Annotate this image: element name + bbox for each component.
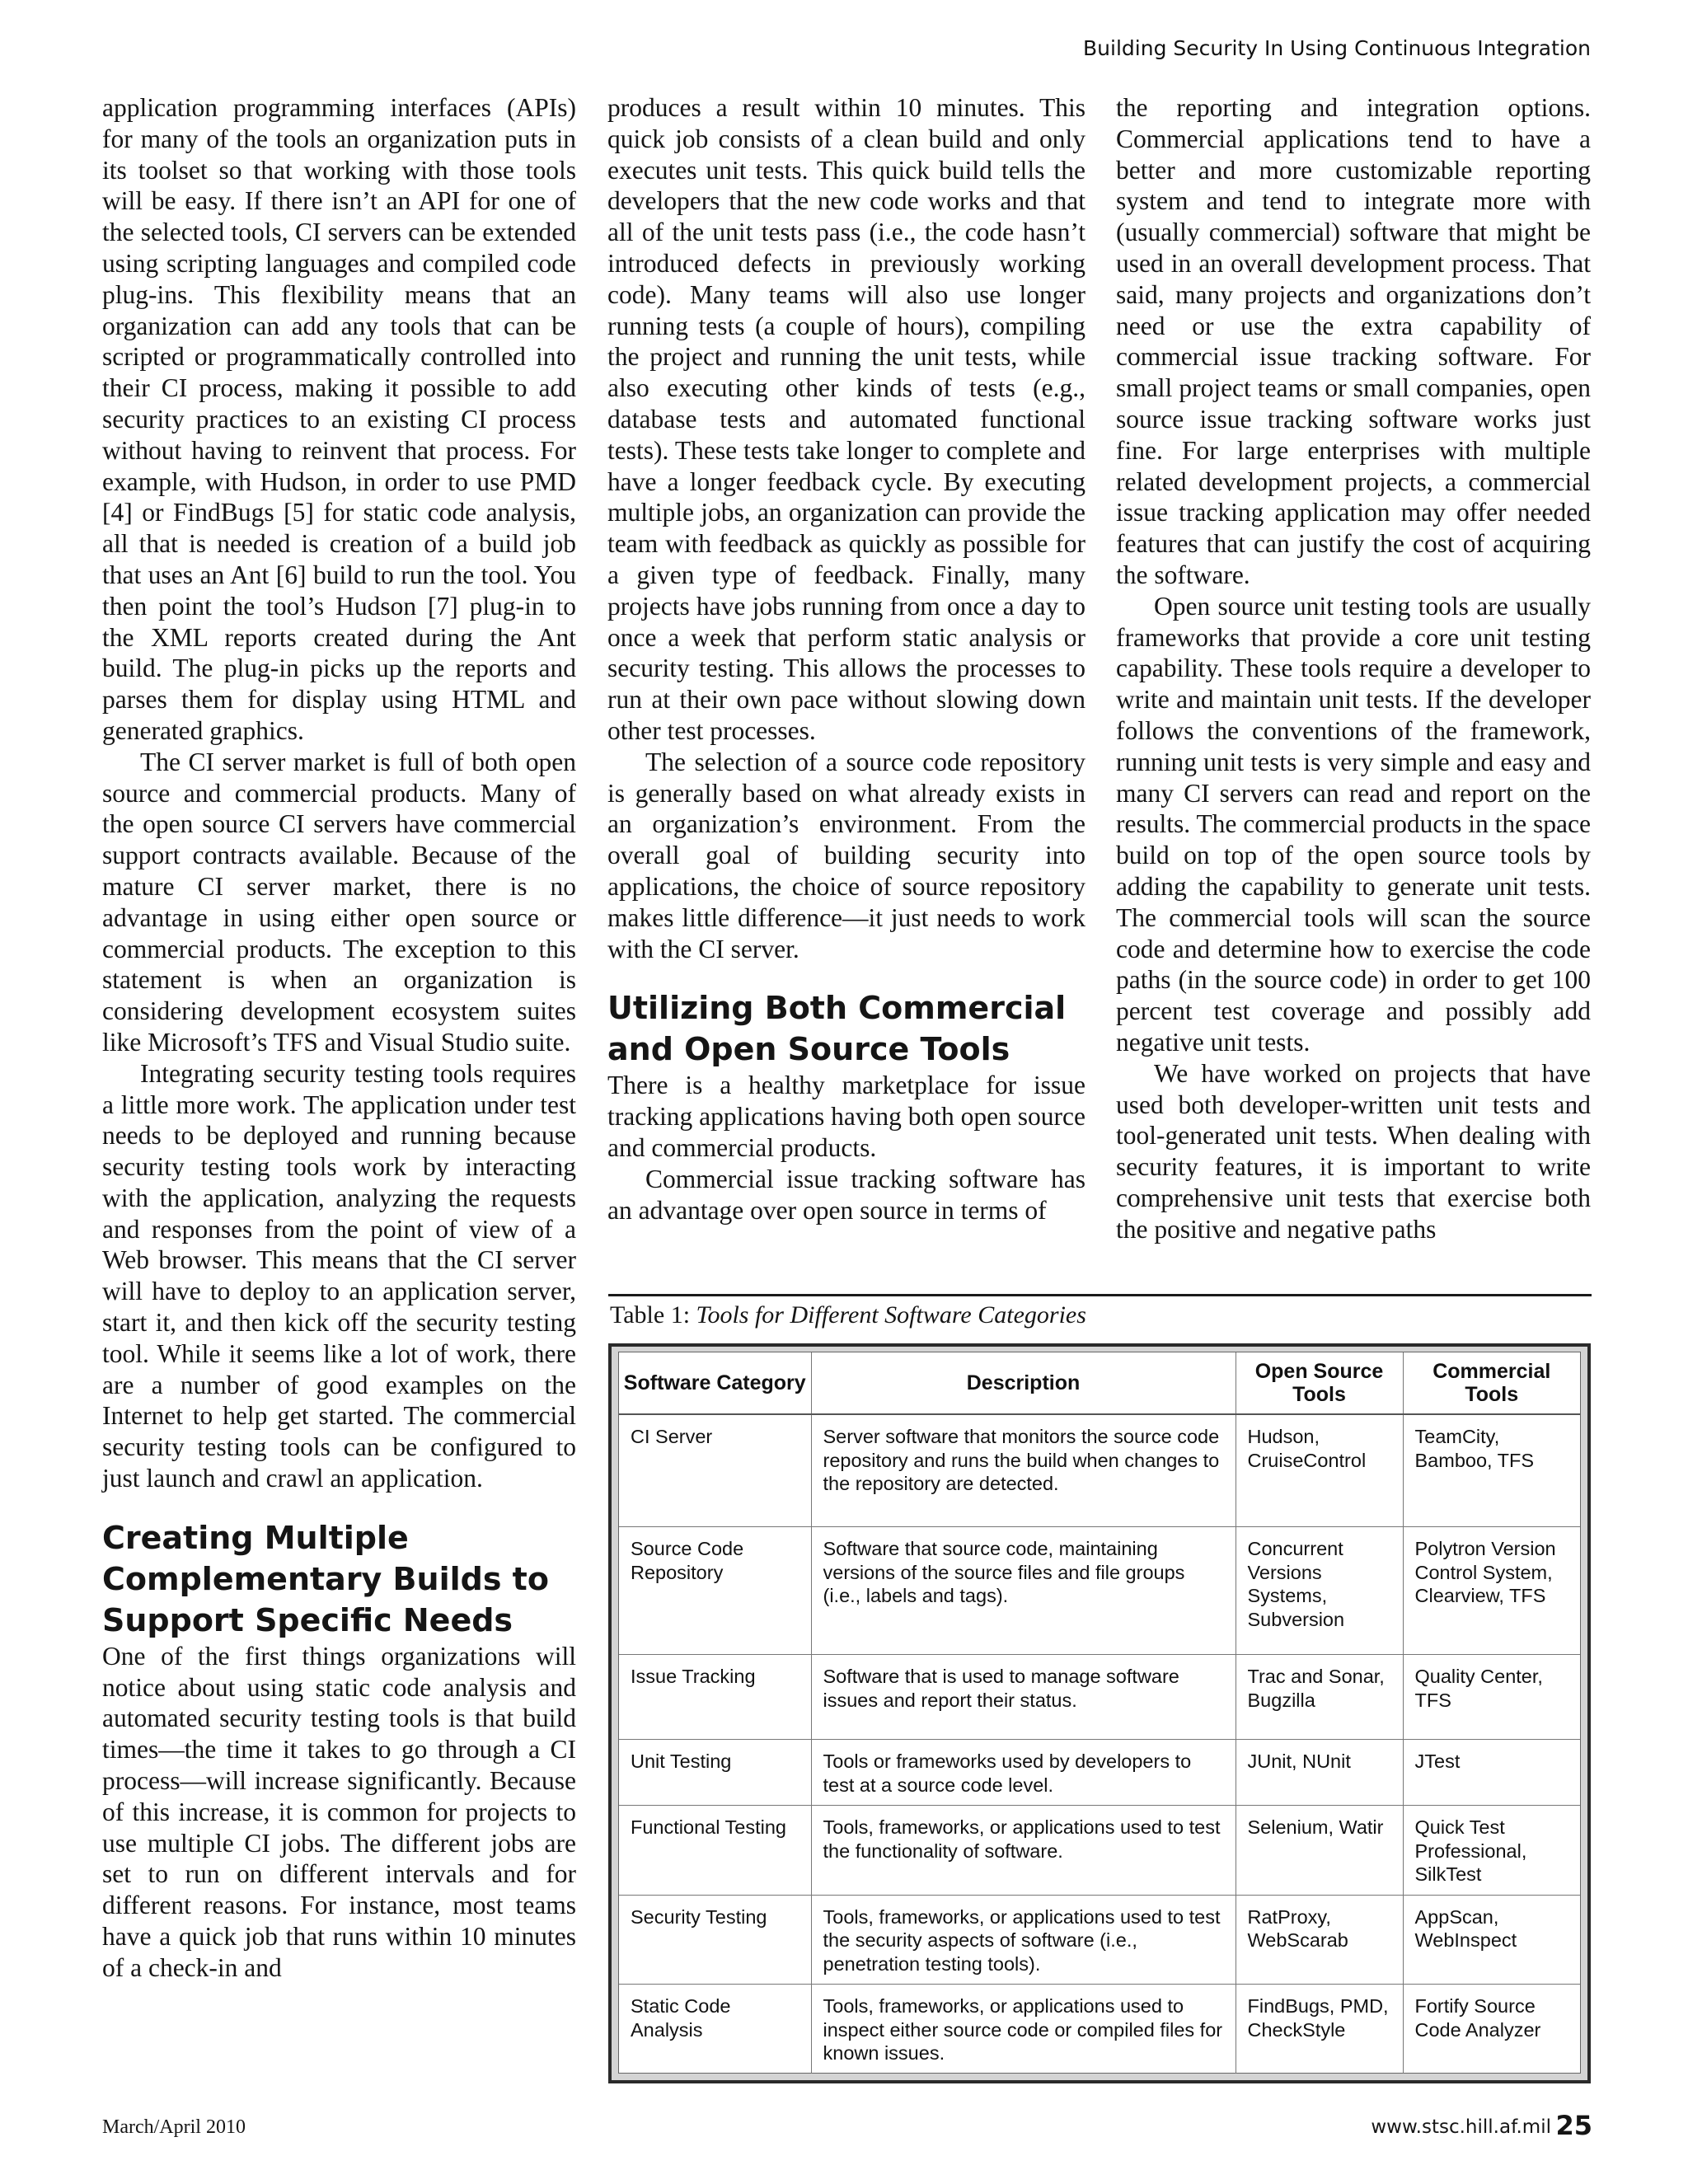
cell-category: Functional Testing	[619, 1806, 811, 1896]
text-column-2	[607, 92, 1085, 1226]
paragraph: We have worked on projects that have used both developer-written unit tests and tool-generated unit tests. When dealing with security features, it is important to write comprehensive unit tests that exercise both the positive and negative paths	[1116, 1058, 1591, 1244]
table-row	[619, 1895, 1580, 1985]
cell-description: Tools, frameworks, or applications used to test the functionality of software.	[811, 1806, 1236, 1896]
cell-commercial: TeamCity, Bamboo, TFS	[1403, 1414, 1580, 1527]
paragraph: There is a healthy marketplace for issue tracking applications having both open source and commercial products.	[607, 1071, 1085, 1162]
cell-description: Software that is used to manage software issues and report their status.	[811, 1655, 1236, 1740]
cell-commercial: Quick Test Professional, SilkTest	[1403, 1806, 1580, 1896]
table-row	[619, 1985, 1580, 2074]
text-column-3	[1116, 92, 1591, 1244]
cell-commercial: Quality Center, TFS	[1403, 1655, 1580, 1740]
cell-description: Server software that monitors the source code repository and runs the build when changes to the repository are detected.	[811, 1414, 1236, 1527]
table-row	[619, 1806, 1580, 1896]
table-container	[618, 1352, 1581, 2074]
cell-open-source: Hudson, CruiseControl	[1236, 1414, 1403, 1527]
text-column-1	[102, 92, 576, 1984]
footer-url[interactable]: www.stsc.hill.af.mil	[1371, 2116, 1551, 2138]
cell-open-source: Selenium, Watir	[1236, 1806, 1403, 1896]
cell-description: Software that source code, maintaining versions of the source files and file groups (i.e., labels and tags).	[811, 1527, 1236, 1655]
tools-table	[619, 1352, 1580, 2074]
table-top-rule	[608, 1294, 1592, 1296]
table-row	[619, 1414, 1580, 1527]
cell-commercial: JTest	[1403, 1740, 1580, 1806]
cell-category: Static Code Analysis	[631, 1995, 731, 2041]
paragraph: the reporting and integration options. Commercial applications tend to have a better and more customizable reporting system and tend to integrate more with (usually commercial) software that might be used in an overall development process. That said, many projects and organizations don’t need or use the extra capability of commercial issue tracking software. For small project teams or small companies, open source issue tracking software works just fine. For large enterprises with multiple related development projects, a commercial issue tracking application may offer needed features that can justify the cost of acquiring the software.	[1116, 93, 1591, 589]
paragraph: Open source unit testing tools are usually frameworks that provide a core unit testing capability. These tools require a developer to write and maintain unit tests. If the developer follows the conventions of the framework, running unit tests is very simple and easy and many CI servers can read and report on the results. The commercial products in the space build on top of the open source tools by adding the capability to generate unit tests. The commercial tools will scan the source code and determine how to exercise the code paths (in the source code) in order to get 100 percent test coverage and possibly add negative unit tests.	[1116, 591, 1591, 1057]
header-software-category: Software Category	[619, 1352, 811, 1414]
cell-open-source: FindBugs, PMD, CheckStyle	[1236, 1985, 1403, 2074]
cell-category: Source Code Repository	[619, 1527, 811, 1655]
running-header: Building Security In Using Continuous Integration	[1083, 36, 1591, 60]
paragraph: One of the first things organizations will notice about using static code analysis and automated security testing tools is that build times—the time it takes to go through a CI process—will increase significantly. Because of this increase, it is common for projects to use multiple CI jobs. The different jobs are set to run on different intervals and for different reasons. For instance, most teams have a quick job that runs within 10 minutes of a check-in and	[102, 1641, 576, 1982]
table-caption	[610, 1299, 1086, 1332]
cell-commercial: AppScan, WebInspect	[1403, 1895, 1580, 1985]
table-row	[619, 1655, 1580, 1740]
section-heading: Utilizing Both Commercial and Open Source Tools	[607, 990, 1067, 1068]
paragraph: Integrating security testing tools requires a little more work. The application under test needs to be deployed and running because security testing tools work by interacting with the application, analyzing the requests and responses from the point of view of a Web browser. This means that the CI server will have to deploy to an application server, start it, and then kick off the security testing tool. While it seems like a lot of work, there are a number of good examples on the Internet to help get started. The commercial security testing tools can be configured to just launch and crawl an application.	[102, 1058, 576, 1493]
cell-category: Issue Tracking	[619, 1655, 811, 1740]
header-commercial-tools: Commercial Tools	[1403, 1352, 1580, 1414]
paragraph: The CI server market is full of both open source and commercial products. Many of the open source CI servers have commercial support contracts available. Because of the mature CI server market, there is no advantage in using either open source or commercial products. The exception to this statement is when an organization is considering development ecosystem suites like Microsoft’s TFS and Visual Studio suite.	[102, 747, 576, 1057]
cell-open-source: RatProxy, WebScarab	[1236, 1895, 1403, 1985]
cell-commercial: Fortify Source Code Analyzer	[1403, 1985, 1580, 2074]
table-caption-label: Table 1:	[610, 1301, 691, 1329]
cell-description: Tools or frameworks used by developers to test at a source code level.	[811, 1740, 1236, 1806]
table-row	[619, 1740, 1580, 1806]
table-row	[619, 1527, 1580, 1655]
header-description: Description	[811, 1352, 1236, 1414]
cell-description: Tools, frameworks, or applications used to test the security aspects of software (i.e., penetration testing tools).	[811, 1895, 1236, 1985]
paragraph: produces a result within 10 minutes. This quick job consists of a clean build and only executes unit tests. This quick build tells the developers that the new code works and that all of the unit tests pass (i.e., the code hasn’t introduced defects in previously working code). Many teams will also use longer running tests (a couple of hours), compiling the project and running the unit tests, while also executing other kinds of tests (e.g., database tests and automated functional tests). These tests take longer to complete and have a longer feedback cycle. By executing multiple jobs, an organization can provide the team with feedback as quickly as possible for a given type of feedback. Finally, many projects have jobs running from once a day to once a week that perform static analysis or security testing. This allows the processes to run at their own pace without slowing down other test processes.	[607, 93, 1085, 745]
cell-open-source: Concurrent Versions Systems, Subversion	[1236, 1527, 1403, 1655]
cell-category: Unit Testing	[619, 1740, 811, 1806]
section-heading: Creating Multiple Complementary Builds to Support Specific Needs	[102, 1519, 549, 1638]
cell-open-source: JUnit, NUnit	[1236, 1740, 1403, 1806]
footer-issue-date: March/April 2010	[102, 2116, 246, 2138]
table-header-row	[619, 1352, 1580, 1414]
table-frame	[608, 1343, 1591, 2083]
paragraph: application programming interfaces (APIs) for many of the tools an organization puts in its toolset so that working with those tools will be easy. If there isn’t an API for one of the selected tools, CI servers can be extended using scripting languages and compiled code plug-ins. This flexibility means that an organization can add any tools that can be scripted or programmatically controlled into their CI process, making it possible to add security practices to an existing CI process without having to reinvent that process. For example, with Hudson, in order to use PMD [4] or FindBugs [5] for static code analysis, all that is needed is creation of a build job that uses an Ant [6] build to run the tool. You then point the tool’s Hudson [7] plug-in to the XML reports created during the Ant build. The plug-in picks up the reports and parses them for display using HTML and generated graphics.	[102, 93, 576, 745]
header-open-source-tools: Open Source Tools	[1236, 1352, 1403, 1414]
cell-description: Tools, frameworks, or applications used to inspect either source code or compiled files for known issues.	[811, 1985, 1236, 2074]
cell-open-source: Trac and Sonar, Bugzilla	[1236, 1655, 1403, 1740]
paragraph: The selection of a source code repository is generally based on what already exists in an organization’s environment. From the overall goal of building security into applications, the choice of source repository makes little difference—it just needs to work with the CI server.	[607, 747, 1085, 963]
cell-commercial: Polytron Version Control System, Clearview, TFS	[1403, 1527, 1580, 1655]
paragraph: Commercial issue tracking software has an advantage over open source in terms of	[607, 1164, 1085, 1225]
page-number: 25	[1555, 2110, 1592, 2141]
cell-category: Security Testing	[619, 1895, 811, 1985]
table-caption-title: Tools for Different Software Categories	[696, 1301, 1086, 1329]
cell-category: CI Server	[619, 1414, 811, 1527]
